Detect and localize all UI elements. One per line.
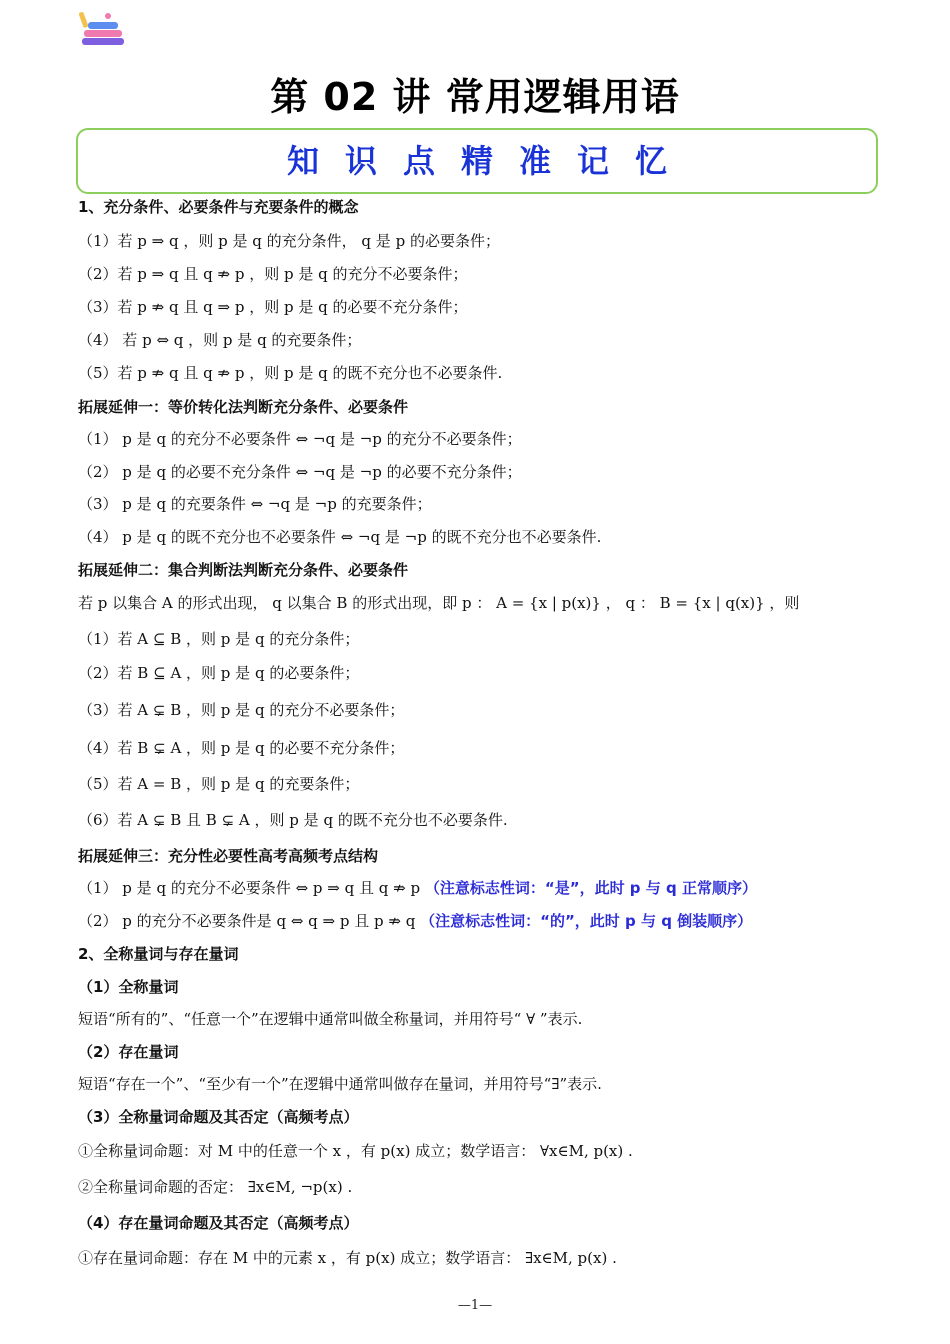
line-text: （3） p 是 q 的充要条件 ⇔ ¬q 是 ¬p 的充要条件；: [78, 495, 432, 513]
line-text: ①存在量词命题：存在 M 中的元素 x ，有 p(x) 成立；数学语言： ∃x∈M, p(x) .: [78, 1249, 617, 1267]
line-text: （2） p 是 q 的必要不充分条件 ⇔ ¬q 是 ¬p 的必要不充分条件；: [78, 463, 522, 481]
text-line: [78, 527, 601, 547]
text-line: [78, 629, 359, 649]
line-text: 拓展延伸三：充分性必要性高考高频考点结构: [78, 847, 379, 865]
line-text: （2）若 p ⇒ q 且 q ⇏ p ，则 p 是 q 的充分不必要条件；: [78, 265, 468, 283]
line-text: （4）存在量词命题及其否定（高频考点）: [78, 1214, 359, 1232]
page-title: 第 02 讲 常用逻辑用语: [270, 75, 680, 119]
books-logo-icon: [78, 8, 130, 52]
line-text: （3）若 A ⊊ B ，则 p 是 q 的充分不必要条件；: [78, 701, 405, 719]
line-text: （4） 若 p ⇔ q ，则 p 是 q 的充要条件；: [78, 331, 362, 349]
text-line: [78, 878, 757, 898]
text-line: [78, 429, 522, 449]
line-text: （4）若 B ⊊ A ，则 p 是 q 的必要不充分条件；: [78, 739, 405, 757]
section-heading: [78, 197, 358, 217]
line-text: 短语“存在一个”、“至少有一个”在逻辑中通常叫做存在量词，并用符号“∃”表示.: [78, 1075, 602, 1093]
section-heading: [78, 1042, 178, 1062]
line-text: （1）若 A ⊆ B ，则 p 是 q 的充分条件；: [78, 630, 360, 648]
text-line: [78, 593, 799, 613]
text-line: [78, 462, 522, 482]
page-number: —1—: [457, 1298, 493, 1313]
line-text: （4） p 是 q 的既不充分也不必要条件 ⇔ ¬q 是 ¬p 的既不充分也不必要条件.: [78, 528, 602, 546]
text-line: [78, 1248, 617, 1268]
text-line: [78, 774, 359, 794]
line-text: （3）若 p ⇏ q 且 q ⇒ p ，则 p 是 q 的必要不充分条件；: [78, 298, 468, 316]
section-heading: [78, 560, 408, 580]
text-line: [78, 663, 359, 683]
text-line: [78, 1009, 582, 1029]
text-line: [78, 363, 502, 383]
line-text: （2）若 B ⊆ A ，则 p 是 q 的必要条件；: [78, 664, 360, 682]
text-line: [78, 1177, 352, 1197]
text-line: [78, 494, 432, 514]
line-text: （5）若 A = B ，则 p 是 q 的充要条件；: [78, 775, 360, 793]
section-heading: [78, 944, 238, 964]
section-heading: [78, 977, 178, 997]
line-text: （1） p 是 q 的充分不必要条件 ⇔ ¬q 是 ¬p 的充分不必要条件；: [78, 430, 522, 448]
section-banner: 知识点精准记忆: [76, 128, 878, 194]
line-text: （5）若 p ⇏ q 且 q ⇏ p ，则 p 是 q 的既不充分也不必要条件.: [78, 364, 503, 382]
line-text: （2）存在量词: [78, 1043, 179, 1061]
line-text: 1、充分条件、必要条件与充要条件的概念: [78, 198, 359, 216]
line-text: （6）若 A ⊊ B 且 B ⊊ A ，则 p 是 q 的既不充分也不必要条件.: [78, 811, 508, 829]
line-text: ①全称量词命题：对 M 中的任意一个 x ，有 p(x) 成立；数学语言： ∀x∈M, p(x) .: [78, 1142, 633, 1160]
text-line: [78, 700, 404, 720]
line-text: （1）若 p ⇒ q ，则 p 是 q 的充分条件， q 是 p 的必要条件；: [78, 232, 500, 250]
text-line: [78, 1141, 633, 1161]
text-line: [78, 1074, 602, 1094]
section-heading: [78, 397, 408, 417]
text-line: [78, 231, 500, 251]
line-text: 拓展延伸一：等价转化法判断充分条件、必要条件: [78, 398, 409, 416]
line-text: 短语“所有的”、“任意一个”在逻辑中通常叫做全称量词，并用符号“ ∀ ”表示.: [78, 1010, 583, 1028]
text-line: [78, 264, 468, 284]
section-heading: [78, 1107, 358, 1127]
section-heading: [78, 1213, 358, 1233]
text-line: [78, 330, 361, 350]
line-text: ②全称量词命题的否定： ∃x∈M, ¬p(x) .: [78, 1178, 353, 1196]
line-text: （1） p 是 q 的充分不必要条件 ⇔ p ⇒ q 且 q ⇏ p: [78, 879, 425, 897]
line-text: 拓展延伸二：集合判断法判断充分条件、必要条件: [78, 561, 409, 579]
text-line: [78, 911, 752, 931]
line-text: （1）全称量词: [78, 978, 179, 996]
line-text: 2、全称量词与存在量词: [78, 945, 239, 963]
line-text: 若 p 以集合 A 的形式出现， q 以集合 B 的形式出现，即 p ： A = {x | p(x)} ， q ： B = {x | q(x)} ，则: [78, 594, 800, 612]
line-text: （2） p 的充分不必要条件是 q ⇔ q ⇒ p 且 p ⇏ q: [78, 912, 421, 930]
note-text: （注意标志性词：“的”，此时 p 与 q 倒装顺序）: [420, 912, 753, 930]
line-text: （3）全称量词命题及其否定（高频考点）: [78, 1108, 359, 1126]
text-line: [78, 738, 404, 758]
section-heading: [78, 846, 378, 866]
text-line: [78, 810, 508, 830]
text-line: [78, 297, 468, 317]
note-text: （注意标志性词：“是”，此时 p 与 q 正常顺序）: [424, 879, 757, 897]
